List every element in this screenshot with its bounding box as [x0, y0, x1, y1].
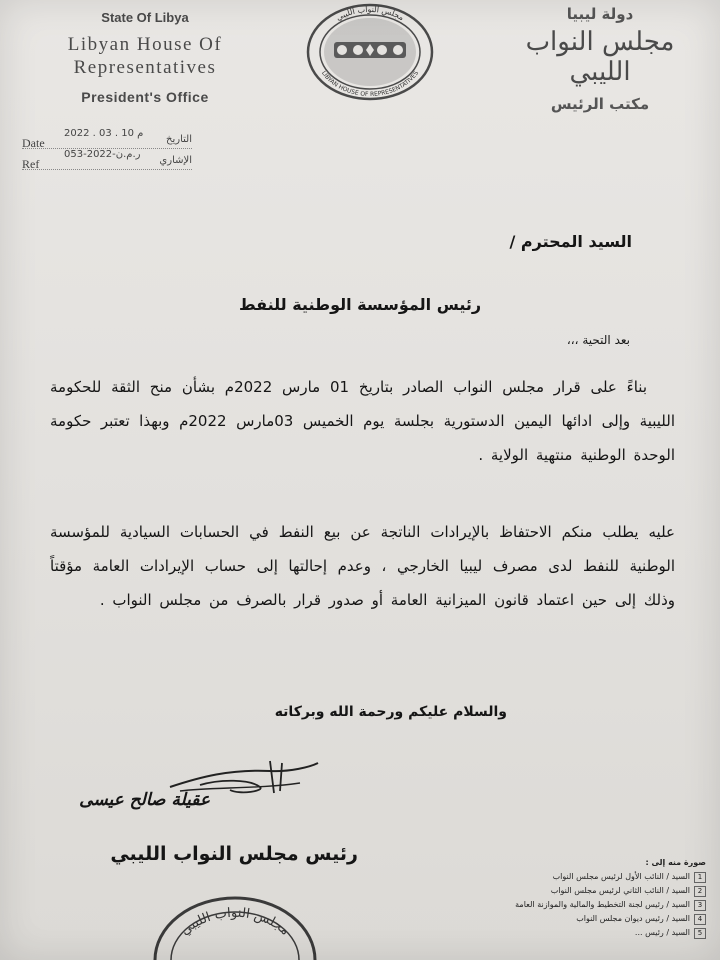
date-row — [22, 128, 192, 149]
list-item-number: 3 — [694, 900, 706, 911]
list-item-text: السيد / رئيس ديوان مجلس النواب — [576, 914, 690, 923]
house-name-en — [40, 33, 250, 79]
date-value: 2022 . 03 . 10 م — [64, 128, 144, 139]
salutation: السيد المحترم / — [509, 232, 632, 251]
list-item — [396, 926, 706, 940]
list-item-number: 2 — [694, 886, 706, 897]
greeting: بعد التحية ،،، — [566, 333, 630, 347]
date-label-en: Date — [22, 136, 45, 150]
paragraph-decision: بناءً على قرار مجلس النواب الصادر بتاريخ 01 مارس 2022م بشأن منح الثقة للحكومة الليبية وإلى ادائها اليمين الدستورية بجلسة يوم الخميس 03مارس 2022م وبهذا تعتبر حكومة الوحدة الوطنية منتهية الولاية . — [50, 378, 675, 464]
office-name-ar: مكتب الرئيس — [550, 95, 650, 113]
ref-row — [22, 149, 192, 170]
list-item-number: 4 — [694, 914, 706, 925]
closing-greeting: والسلام عليكم ورحمة الله وبركاته — [274, 704, 507, 720]
list-item — [396, 884, 706, 898]
seal-arabic-text: مجلس النواب الليبي — [334, 4, 406, 23]
list-item-text: السيد / رئيس لجنة التخطيط والمالية والموازنة العامة — [515, 900, 690, 909]
seal-english-text: LIBYAN HOUSE OF REPRESENTATIVES — [319, 69, 421, 99]
parliament-seal-icon — [304, 2, 436, 102]
list-item-text: السيد / رئيس ... — [634, 928, 690, 937]
ref-value: ر.م.ن-2022-053 — [64, 149, 141, 160]
list-item — [396, 870, 706, 884]
english-letterhead — [40, 10, 250, 105]
signatory-title: رئيس مجلس النواب الليبي — [110, 843, 358, 865]
house-line1: Libyan House Of — [67, 34, 223, 55]
ref-label-en: Ref — [22, 157, 40, 171]
state-name-en: State Of Libya — [101, 10, 189, 25]
list-item-text: السيد / النائب الثاني لرئيس مجلس النواب — [550, 886, 690, 895]
copies-list — [396, 858, 706, 940]
list-item-number: 5 — [694, 928, 706, 939]
state-name-ar: دولة ليبيا — [566, 5, 634, 23]
list-item — [396, 898, 706, 912]
stamp-text: مجلس النواب الليبي — [177, 905, 293, 939]
date-label-ar: التاريخ — [166, 134, 192, 145]
copies-title: صورة منه إلى : — [645, 858, 706, 867]
date-ref-block — [22, 128, 192, 170]
arabic-letterhead — [495, 5, 705, 113]
paragraph-request: عليه يطلب منكم الاحتفاظ بالإيرادات الناتجة عن بيع النفط في الحسابات السيادية للمؤسسة الوطنية للنفط لدى مصرف ليبيا الخارجي ، وعدم إحالتها إلى حساب الإيرادات العامة مؤقتاً وذلك إلى حين اعتماد قانون الميزانية العامة أو صدور قرار بالصرف من مجلس النواب . — [50, 523, 675, 609]
ref-label-ar: الإشاري — [159, 155, 192, 166]
house-line2: Representatives — [73, 57, 217, 78]
list-item-number: 1 — [694, 872, 706, 883]
official-stamp-icon — [150, 880, 320, 960]
office-name-en: President's Office — [81, 89, 209, 105]
list-item-text: السيد / النائب الأول لرئيس مجلس النواب — [552, 872, 690, 881]
list-item — [396, 912, 706, 926]
house-name-ar: مجلس النواب الليبي — [525, 27, 675, 87]
signatory-name: عقيلة صالح عيسى — [79, 790, 210, 810]
recipient-title: رئيس المؤسسة الوطنية للنفط — [238, 295, 482, 314]
